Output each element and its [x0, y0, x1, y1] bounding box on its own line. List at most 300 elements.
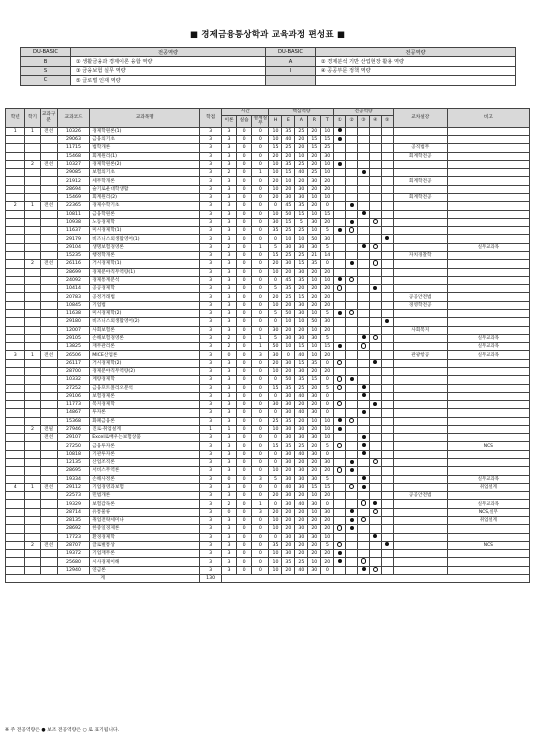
cell-competency-2	[346, 376, 358, 384]
primary-mark-icon	[338, 427, 342, 431]
cell-core-r: 30	[308, 177, 321, 185]
cell-kind: 전선	[40, 160, 57, 168]
cell-core-e: 35	[282, 384, 295, 392]
cell-semester	[25, 177, 40, 185]
cell-remark	[447, 169, 529, 177]
cell-theory: 3	[221, 293, 236, 301]
cell-competency-3	[358, 268, 370, 276]
cell-competency-5	[381, 343, 393, 351]
cell-design: 0	[252, 202, 269, 210]
cell-competency-2	[346, 351, 358, 359]
cell-core-h: 10	[269, 136, 282, 144]
cell-year	[6, 152, 25, 160]
secondary-mark-icon	[373, 219, 378, 224]
cell-core-e: 15	[282, 169, 295, 177]
cell-competency-5	[381, 434, 393, 442]
cell-core-a: 30	[295, 243, 308, 251]
cell-kind	[40, 194, 57, 202]
cell-competency-3	[358, 136, 370, 144]
cell-competency-2	[346, 541, 358, 549]
cell-core-e: 20	[282, 467, 295, 475]
cell-core-e: 30	[282, 475, 295, 483]
cell-practice: 0	[237, 309, 252, 317]
cell-competency-3	[358, 235, 370, 243]
cell-design: 0	[252, 276, 269, 284]
primary-mark-icon	[362, 443, 366, 447]
cell-credit: 3	[200, 517, 222, 525]
cell-competency-1	[334, 309, 346, 317]
cell-theory: 3	[221, 533, 236, 541]
primary-mark-icon	[350, 509, 354, 513]
cell-core-r: 20	[308, 160, 321, 168]
cell-core-r: 30	[308, 243, 321, 251]
cell-remark	[447, 152, 529, 160]
cell-practice: 0	[237, 218, 252, 226]
cell-practice: 0	[237, 550, 252, 558]
cell-core-a: 30	[295, 268, 308, 276]
cell-cross	[393, 127, 447, 135]
cell-core-e: 25	[282, 227, 295, 235]
cell-competency-2	[346, 160, 358, 168]
cell-year	[6, 359, 25, 367]
legend-code: A	[266, 57, 316, 66]
cell-code: 10332	[57, 376, 89, 384]
cell-competency-2	[346, 550, 358, 558]
cell-theory: 3	[221, 276, 236, 284]
col-cross: 교차설강	[393, 109, 447, 128]
cell-practice: 0	[237, 359, 252, 367]
cell-credit: 3	[200, 309, 222, 317]
cell-competency-2	[346, 533, 358, 541]
cell-core-r: 10	[308, 227, 321, 235]
cell-theory: 3	[221, 309, 236, 317]
primary-mark-icon	[362, 244, 366, 248]
cell-cross	[393, 500, 447, 508]
table-row	[6, 442, 530, 450]
cell-design: 0	[252, 483, 269, 491]
cell-core-a: 25	[295, 227, 308, 235]
cell-core-a: 30	[295, 301, 308, 309]
cell-competency-4	[369, 285, 381, 293]
primary-mark-icon	[362, 476, 366, 480]
table-row	[6, 541, 530, 549]
cell-credit: 3	[200, 285, 222, 293]
cell-code: 28695	[57, 467, 89, 475]
cell-kind: 전선	[40, 434, 57, 442]
cell-competency-5	[381, 318, 393, 326]
secondary-mark-icon	[337, 401, 342, 406]
cell-competency-2	[346, 326, 358, 334]
cell-theory: 3	[221, 550, 236, 558]
cell-semester	[25, 136, 40, 144]
cell-competency-4	[369, 417, 381, 425]
cell-remark	[447, 309, 529, 317]
cell-competency-4	[369, 492, 381, 500]
cell-core-r: 20	[308, 401, 321, 409]
cell-remark: NCS,실무	[447, 508, 529, 516]
cell-core-h: 5	[269, 475, 282, 483]
cell-remark	[447, 425, 529, 433]
cell-year	[6, 334, 25, 342]
cell-competency-3	[358, 459, 370, 467]
cell-design: 0	[252, 210, 269, 218]
cell-practice: 0	[237, 376, 252, 384]
cell-core-r: 10	[308, 351, 321, 359]
cell-design: 0	[252, 260, 269, 268]
cell-competency-3	[358, 409, 370, 417]
cell-competency-2	[346, 202, 358, 210]
cell-remark: 실무교과목	[447, 334, 529, 342]
cell-core-e: 25	[282, 252, 295, 260]
cell-practice: 0	[237, 467, 252, 475]
primary-mark-icon	[338, 551, 342, 555]
cell-competency-1	[334, 185, 346, 193]
cell-competency-5	[381, 508, 393, 516]
cell-semester	[25, 492, 40, 500]
secondary-mark-icon	[361, 500, 366, 505]
cell-practice: 0	[237, 351, 252, 359]
cell-practice: 0	[237, 517, 252, 525]
cell-credit: 3	[200, 160, 222, 168]
cell-core-r: 20	[308, 268, 321, 276]
cell-core-r: 20	[308, 202, 321, 210]
cell-core-r: 30	[308, 450, 321, 458]
cell-practice: 0	[237, 492, 252, 500]
cell-theory: 2	[221, 243, 236, 251]
cell-cross	[393, 276, 447, 284]
cell-practice: 0	[237, 442, 252, 450]
cell-core-a: 25	[295, 252, 308, 260]
cell-competency-2	[346, 384, 358, 392]
cell-competency-3	[358, 483, 370, 491]
cell-competency-4	[369, 367, 381, 375]
cell-practice: 0	[237, 401, 252, 409]
cell-competency-5	[381, 401, 393, 409]
cell-semester	[25, 533, 40, 541]
cell-core-t: 30	[321, 152, 334, 160]
cell-design: 0	[252, 550, 269, 558]
cell-semester	[25, 558, 40, 566]
cell-theory: 3	[221, 136, 236, 144]
table-row	[6, 475, 530, 483]
cell-kind	[40, 136, 57, 144]
cell-remark	[447, 318, 529, 326]
cell-core-h: 10	[269, 425, 282, 433]
cell-course-name: 복지경제학	[90, 401, 200, 409]
cell-remark	[447, 210, 529, 218]
cell-competency-5	[381, 525, 393, 533]
cell-design: 0	[252, 384, 269, 392]
cell-cross	[393, 450, 447, 458]
cell-code: 15468	[57, 152, 89, 160]
cell-core-e: 30	[282, 425, 295, 433]
cell-competency-1	[334, 434, 346, 442]
table-row	[6, 243, 530, 251]
col-comp-5: ⑤	[381, 115, 393, 127]
cell-competency-2	[346, 169, 358, 177]
cell-competency-4	[369, 309, 381, 317]
col-core-a: A	[295, 115, 308, 127]
cell-year	[6, 326, 25, 334]
cell-core-e: 30	[282, 500, 295, 508]
cell-remark: NCS	[447, 442, 529, 450]
cell-practice: 0	[237, 136, 252, 144]
cell-competency-2	[346, 218, 358, 226]
cell-competency-4	[369, 517, 381, 525]
cell-credit: 3	[200, 459, 222, 467]
cell-competency-1	[334, 127, 346, 135]
cell-competency-2	[346, 285, 358, 293]
cell-course-name: 회계원리(2)	[90, 194, 200, 202]
cell-core-h: 10	[269, 517, 282, 525]
col-theory: 이론	[221, 115, 236, 127]
cell-competency-5	[381, 425, 393, 433]
cell-practice: 0	[237, 384, 252, 392]
cell-design: 0	[252, 401, 269, 409]
cell-credit: 3	[200, 450, 222, 458]
cell-credit: 3	[200, 376, 222, 384]
cell-competency-4	[369, 467, 381, 475]
col-core-r: R	[308, 115, 321, 127]
cell-semester	[25, 276, 40, 284]
cell-competency-2	[346, 442, 358, 450]
cell-credit: 3	[200, 558, 222, 566]
cell-credit: 3	[200, 127, 222, 135]
cell-competency-5	[381, 227, 393, 235]
cell-semester	[25, 301, 40, 309]
table-row	[6, 326, 530, 334]
table-row	[6, 136, 530, 144]
cell-practice: 0	[237, 285, 252, 293]
cell-core-e: 30	[282, 334, 295, 342]
primary-mark-icon	[385, 236, 389, 240]
cell-practice: 0	[237, 127, 252, 135]
cell-competency-1	[334, 384, 346, 392]
cell-core-a: 10	[295, 318, 308, 326]
cell-credit: 3	[200, 326, 222, 334]
cell-practice: 0	[237, 177, 252, 185]
cell-kind	[40, 301, 57, 309]
cell-design: 0	[252, 376, 269, 384]
cell-design: 0	[252, 492, 269, 500]
cell-remark	[447, 260, 529, 268]
cell-remark	[447, 392, 529, 400]
cell-competency-4	[369, 376, 381, 384]
cell-core-e: 35	[282, 127, 295, 135]
cell-core-e: 20	[282, 508, 295, 516]
cell-course-name: 노동경제학	[90, 218, 200, 226]
cell-year	[6, 525, 25, 533]
cell-credit: 3	[200, 218, 222, 226]
cell-theory: 3	[221, 376, 236, 384]
cell-competency-4	[369, 260, 381, 268]
primary-mark-icon	[373, 534, 377, 538]
cell-course-name: 경제통계분석	[90, 276, 200, 284]
cell-core-t: 20	[321, 185, 334, 193]
cell-competency-5	[381, 409, 393, 417]
cell-competency-1	[334, 235, 346, 243]
cell-competency-4	[369, 194, 381, 202]
cell-core-h: 10	[269, 268, 282, 276]
cell-core-r: 10	[308, 276, 321, 284]
cell-competency-5	[381, 326, 393, 334]
cell-competency-1	[334, 442, 346, 450]
table-row	[6, 425, 530, 433]
table-row	[6, 252, 530, 260]
cell-core-h: 30	[269, 326, 282, 334]
cell-competency-1	[334, 359, 346, 367]
cell-competency-3	[358, 517, 370, 525]
cell-core-h: 20	[269, 152, 282, 160]
primary-mark-icon	[350, 203, 354, 207]
cell-semester	[25, 392, 40, 400]
cell-semester	[25, 550, 40, 558]
cell-credit: 3	[200, 566, 222, 574]
cell-course-name: 회계원리(1)	[90, 152, 200, 160]
cell-semester: 2	[25, 541, 40, 549]
cell-practice: 0	[237, 417, 252, 425]
cell-core-r: 20	[308, 301, 321, 309]
cell-course-name: 보험경제론	[90, 392, 200, 400]
primary-mark-icon	[362, 567, 366, 571]
cell-competency-2	[346, 276, 358, 284]
cell-competency-4	[369, 202, 381, 210]
cell-core-t: 10	[321, 160, 334, 168]
cell-competency-4	[369, 475, 381, 483]
cell-core-t: 10	[321, 425, 334, 433]
cell-year	[6, 459, 25, 467]
cell-theory: 3	[221, 252, 236, 260]
cell-practice: 0	[237, 227, 252, 235]
cell-course-name: 산업조직론	[90, 459, 200, 467]
cell-core-r: 10	[308, 309, 321, 317]
cell-competency-3	[358, 160, 370, 168]
cell-remark	[447, 144, 529, 152]
cell-semester: 1	[25, 483, 40, 491]
cell-competency-2	[346, 359, 358, 367]
cell-core-r: 10	[308, 492, 321, 500]
cell-core-r: 15	[308, 483, 321, 491]
cell-year	[6, 417, 25, 425]
cell-code: 10845	[57, 301, 89, 309]
cell-cross	[393, 343, 447, 351]
cell-semester	[25, 384, 40, 392]
cell-core-r: 20	[308, 152, 321, 160]
cell-design: 0	[252, 194, 269, 202]
cell-credit: 3	[200, 243, 222, 251]
cell-code: 26506	[57, 351, 89, 359]
cell-theory: 3	[221, 517, 236, 525]
cell-course-name: 기관투자론	[90, 450, 200, 458]
cell-year	[6, 376, 25, 384]
cell-core-h: 0	[269, 392, 282, 400]
legend-header: 전공역량	[71, 48, 266, 57]
cell-core-t: 20	[321, 326, 334, 334]
cell-year	[6, 144, 25, 152]
cell-core-t: 15	[321, 483, 334, 491]
cell-kind	[40, 185, 57, 193]
cell-semester	[25, 268, 40, 276]
cell-competency-2	[346, 508, 358, 516]
cell-credit: 3	[200, 152, 222, 160]
cell-cross	[393, 136, 447, 144]
cell-course-name: 공공경제학	[90, 285, 200, 293]
cell-theory: 3	[221, 194, 236, 202]
primary-mark-icon	[362, 435, 366, 439]
cell-theory: 0	[221, 351, 236, 359]
cell-practice: 0	[237, 483, 252, 491]
cell-code: 10818	[57, 450, 89, 458]
cell-core-e: 25	[282, 144, 295, 152]
cell-kind	[40, 177, 57, 185]
secondary-mark-icon	[337, 525, 342, 530]
cell-core-e: 35	[282, 417, 295, 425]
cell-competency-1	[334, 467, 346, 475]
table-row	[6, 301, 530, 309]
cell-core-h: 0	[269, 450, 282, 458]
cell-kind	[40, 218, 57, 226]
cell-competency-2	[346, 425, 358, 433]
cell-credit: 3	[200, 533, 222, 541]
cell-theory: 3	[221, 359, 236, 367]
cell-core-a: 40	[295, 351, 308, 359]
cell-core-h: 20	[269, 194, 282, 202]
table-row	[6, 533, 530, 541]
cell-remark	[447, 376, 529, 384]
cell-core-h: 20	[269, 492, 282, 500]
cell-competency-2	[346, 293, 358, 301]
cell-core-t: 20	[321, 550, 334, 558]
cell-code: 26117	[57, 359, 89, 367]
cell-competency-5	[381, 533, 393, 541]
cell-year	[6, 401, 25, 409]
primary-mark-icon	[338, 418, 342, 422]
cell-credit: 3	[200, 144, 222, 152]
cell-competency-5	[381, 442, 393, 450]
cell-remark	[447, 401, 529, 409]
cell-design: 0	[252, 425, 269, 433]
secondary-mark-icon	[349, 277, 354, 282]
cell-theory: 3	[221, 434, 236, 442]
cell-competency-4	[369, 442, 381, 450]
cell-competency-4	[369, 425, 381, 433]
cell-cross	[393, 467, 447, 475]
cell-cross: 공공안전법	[393, 293, 447, 301]
cell-course-name: 공정거래법	[90, 293, 200, 301]
cell-course-name: 미시경제학(1)	[90, 227, 200, 235]
cell-theory: 3	[221, 483, 236, 491]
secondary-mark-icon	[373, 567, 378, 572]
cell-theory: 3	[221, 127, 236, 135]
cell-practice: 0	[237, 343, 252, 351]
table-row	[6, 318, 530, 326]
cell-competency-1	[334, 343, 346, 351]
cell-competency-3	[358, 276, 370, 284]
cell-course-name: 진로·취업설계	[90, 425, 200, 433]
cell-cross	[393, 227, 447, 235]
table-row	[6, 144, 530, 152]
cell-core-e: 10	[282, 318, 295, 326]
cell-practice: 0	[237, 475, 252, 483]
cell-code: 28699	[57, 268, 89, 276]
cell-kind	[40, 525, 57, 533]
cell-competency-2	[346, 434, 358, 442]
cell-design: 0	[252, 144, 269, 152]
cell-cross: 공직법무	[393, 144, 447, 152]
cell-core-r: 20	[308, 525, 321, 533]
cell-credit: 3	[200, 525, 222, 533]
table-row	[6, 268, 530, 276]
